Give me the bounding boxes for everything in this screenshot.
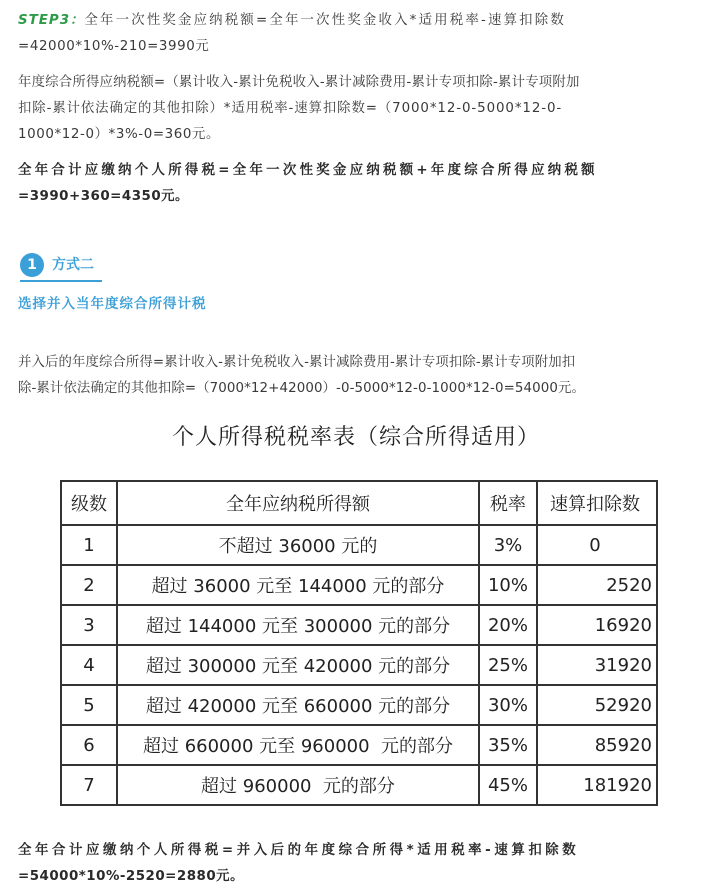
table-row <box>61 765 657 805</box>
cell-income: 不超过 36000 元的 <box>117 525 479 565</box>
cell-rate: 30% <box>479 685 537 725</box>
table-row <box>61 725 657 765</box>
header-level: 级数 <box>61 481 117 525</box>
table-row <box>61 645 657 685</box>
cell-deduction: 181920 <box>537 765 657 805</box>
total-tax-formula-2: 全年合计应缴纳个人所得税=并入后的年度综合所得*适用税率-速算扣除数 <box>18 843 580 858</box>
table-row <box>61 525 657 565</box>
total-tax-result-2: =54000*10%-2520=2880元。 <box>18 869 244 884</box>
cell-income: 超过 36000 元至 144000 元的部分 <box>117 565 479 605</box>
cell-level: 1 <box>61 525 117 565</box>
cell-income: 超过 660000 元至 960000 元的部分 <box>117 725 479 765</box>
merged-income-paragraph <box>18 350 698 402</box>
step3-line-1 <box>18 8 698 34</box>
header-deduction <box>537 481 657 525</box>
cell-income: 超过 420000 元至 660000 元的部分 <box>117 685 479 725</box>
section-subtitle: 选择并入当年度综合所得计税 <box>18 296 207 312</box>
cell-level: 7 <box>61 765 117 805</box>
step3-result: =42000*10%-210=3990元 <box>18 39 210 54</box>
annual-tax-line-3: 1000*12-0）*3%-0=360元。 <box>18 127 221 142</box>
section-number-badge: 1 <box>20 253 44 277</box>
total-tax-paragraph-2 <box>18 838 698 890</box>
table-row <box>61 565 657 605</box>
section-underline <box>20 280 102 282</box>
section-title: 方式二 <box>52 257 94 273</box>
table-row <box>61 685 657 725</box>
cell-rate: 3% <box>479 525 537 565</box>
cell-level: 5 <box>61 685 117 725</box>
table-row <box>61 605 657 645</box>
header-income: 全年应纳税所得额 <box>117 481 479 525</box>
cell-income: 超过 300000 元至 420000 元的部分 <box>117 645 479 685</box>
annual-tax-paragraph <box>18 70 698 148</box>
cell-deduction: 0 <box>537 525 657 565</box>
merged-income-line-1: 并入后的年度综合所得=累计收入-累计免税收入-累计减除费用-累计专项扣除-累计专项附加扣 <box>18 355 576 370</box>
step3-label: STEP3： <box>18 13 85 28</box>
cell-deduction: 85920 <box>537 725 657 765</box>
cell-level: 4 <box>61 645 117 685</box>
cell-deduction: 52920 <box>537 685 657 725</box>
step3-formula: 全年一次性奖金应纳税额=全年一次性奖金收入*适用税率-速算扣除数 <box>84 13 566 28</box>
cell-income: 超过 960000 元的部分 <box>117 765 479 805</box>
cell-rate: 10% <box>479 565 537 605</box>
cell-level: 6 <box>61 725 117 765</box>
annual-tax-line-2: 扣除-累计依法确定的其他扣除）*适用税率-速算扣除数=（7000*12-0-5000*12-0- <box>18 101 563 116</box>
tax-rate-table <box>60 480 658 806</box>
cell-level: 3 <box>61 605 117 645</box>
cell-rate: 45% <box>479 765 537 805</box>
total-tax-formula-1: 全年合计应缴纳个人所得税=全年一次性奖金应纳税额+年度综合所得应纳税额 <box>18 163 598 178</box>
cell-level: 2 <box>61 565 117 605</box>
tax-table-header-row <box>61 481 657 525</box>
tax-table-title: 个人所得税税率表（综合所得适用） <box>171 425 540 450</box>
total-tax-result-1: =3990+360=4350元。 <box>18 189 189 204</box>
annual-tax-line-1: 年度综合所得应纳税额=（累计收入-累计免税收入-累计减除费用-累计专项扣除-累计专项附加 <box>18 75 580 90</box>
cell-deduction: 16920 <box>537 605 657 645</box>
total-tax-paragraph-1 <box>18 158 698 210</box>
cell-deduction: 2520 <box>537 565 657 605</box>
merged-income-line-2: 除-累计依法确定的其他扣除=（7000*12+42000）-0-5000*12-0-1000*12-0=54000元。 <box>18 381 585 396</box>
cell-rate: 35% <box>479 725 537 765</box>
cell-deduction: 31920 <box>537 645 657 685</box>
header-deduction-label: 速算扣除数 <box>550 494 640 515</box>
cell-rate: 20% <box>479 605 537 645</box>
cell-income: 超过 144000 元至 300000 元的部分 <box>117 605 479 645</box>
section-heading <box>20 252 94 278</box>
header-rate: 税率 <box>479 481 537 525</box>
step3-paragraph <box>18 8 698 60</box>
cell-rate: 25% <box>479 645 537 685</box>
